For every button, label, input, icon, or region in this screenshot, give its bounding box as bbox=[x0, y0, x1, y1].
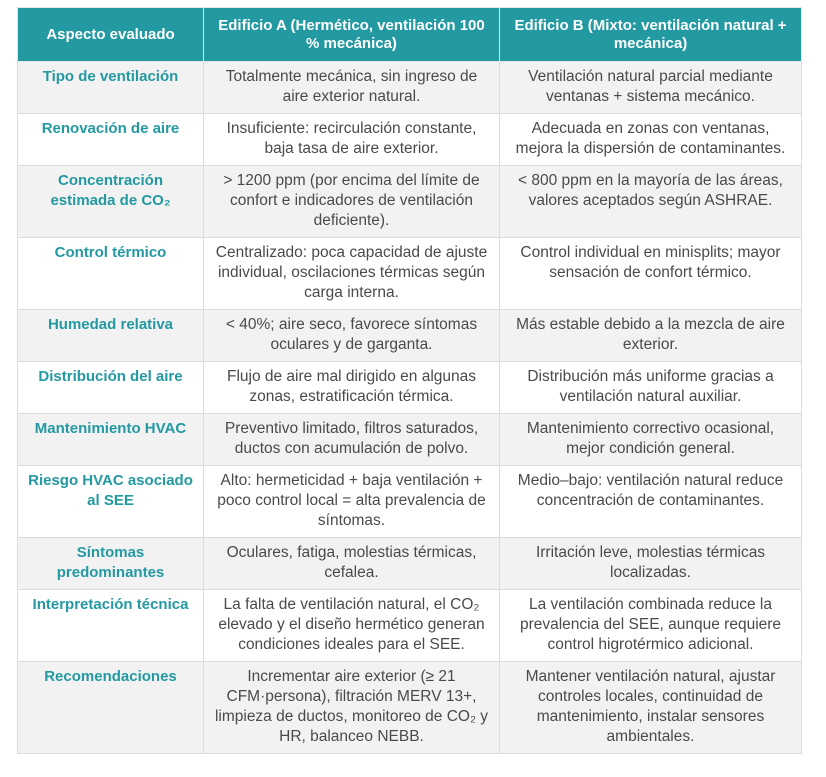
table-row bbox=[18, 114, 802, 166]
row-building-b: Mantener ventilación natural, ajustar controles locales, continuidad de mantenimiento, instalar sensores ambientales. bbox=[500, 662, 802, 754]
row-building-a: Totalmente mecánica, sin ingreso de aire exterior natural. bbox=[204, 62, 500, 114]
row-building-a: < 40%; aire seco, favorece síntomas oculares y de garganta. bbox=[204, 310, 500, 362]
row-building-b: La ventilación combinada reduce la prevalencia del SEE, aunque requiere control higrotérmico adicional. bbox=[500, 590, 802, 662]
row-building-b: Distribución más uniforme gracias a ventilación natural auxiliar. bbox=[500, 362, 802, 414]
row-aspect: Concentración estimada de CO₂ bbox=[18, 166, 204, 238]
row-building-b: < 800 ppm en la mayoría de las áreas, valores aceptados según ASHRAE. bbox=[500, 166, 802, 238]
header-aspect: Aspecto evaluado bbox=[18, 8, 204, 62]
header-building-a: Edificio A (Hermético, ventilación 100 % mecánica) bbox=[204, 8, 500, 62]
table-row bbox=[18, 310, 802, 362]
row-aspect: Síntomas predominantes bbox=[18, 538, 204, 590]
table-row bbox=[18, 238, 802, 310]
row-building-b: Adecuada en zonas con ventanas, mejora la dispersión de contaminantes. bbox=[500, 114, 802, 166]
row-aspect: Riesgo HVAC asociado al SEE bbox=[18, 466, 204, 538]
row-building-a: Preventivo limitado, filtros saturados, ductos con acumulación de polvo. bbox=[204, 414, 500, 466]
table-row bbox=[18, 414, 802, 466]
comparison-table bbox=[17, 7, 802, 754]
row-aspect: Renovación de aire bbox=[18, 114, 204, 166]
row-aspect: Interpretación técnica bbox=[18, 590, 204, 662]
header-building-b: Edificio B (Mixto: ventilación natural + mecánica) bbox=[500, 8, 802, 62]
table-row bbox=[18, 466, 802, 538]
row-building-a: Flujo de aire mal dirigido en algunas zonas, estratificación térmica. bbox=[204, 362, 500, 414]
row-aspect: Recomendaciones bbox=[18, 662, 204, 754]
row-building-a: Insuficiente: recirculación constante, baja tasa de aire exterior. bbox=[204, 114, 500, 166]
table-row bbox=[18, 166, 802, 238]
row-aspect: Mantenimiento HVAC bbox=[18, 414, 204, 466]
row-building-a: Oculares, fatiga, molestias térmicas, cefalea. bbox=[204, 538, 500, 590]
table-row bbox=[18, 362, 802, 414]
row-building-a: Centralizado: poca capacidad de ajuste individual, oscilaciones térmicas según carga interna. bbox=[204, 238, 500, 310]
table-row bbox=[18, 662, 802, 754]
row-aspect: Tipo de ventilación bbox=[18, 62, 204, 114]
row-building-b: Mantenimiento correctivo ocasional, mejor condición general. bbox=[500, 414, 802, 466]
row-aspect: Control térmico bbox=[18, 238, 204, 310]
table-row bbox=[18, 538, 802, 590]
row-building-b: Irritación leve, molestias térmicas localizadas. bbox=[500, 538, 802, 590]
table-row bbox=[18, 590, 802, 662]
row-building-a: Incrementar aire exterior (≥ 21 CFM·persona), filtración MERV 13+, limpieza de ductos, monitoreo de CO₂ y HR, balanceo NEBB. bbox=[204, 662, 500, 754]
row-building-a: > 1200 ppm (por encima del límite de confort e indicadores de ventilación deficiente). bbox=[204, 166, 500, 238]
row-building-b: Más estable debido a la mezcla de aire exterior. bbox=[500, 310, 802, 362]
row-building-b: Ventilación natural parcial mediante ventanas + sistema mecánico. bbox=[500, 62, 802, 114]
header-row bbox=[18, 8, 802, 62]
row-building-a: La falta de ventilación natural, el CO₂ elevado y el diseño hermético generan condiciones ideales para el SEE. bbox=[204, 590, 500, 662]
row-building-b: Control individual en minisplits; mayor sensación de confort térmico. bbox=[500, 238, 802, 310]
row-building-b: Medio–bajo: ventilación natural reduce concentración de contaminantes. bbox=[500, 466, 802, 538]
row-aspect: Distribución del aire bbox=[18, 362, 204, 414]
row-aspect: Humedad relativa bbox=[18, 310, 204, 362]
row-building-a: Alto: hermeticidad + baja ventilación + poco control local = alta prevalencia de síntomas. bbox=[204, 466, 500, 538]
table-row bbox=[18, 62, 802, 114]
